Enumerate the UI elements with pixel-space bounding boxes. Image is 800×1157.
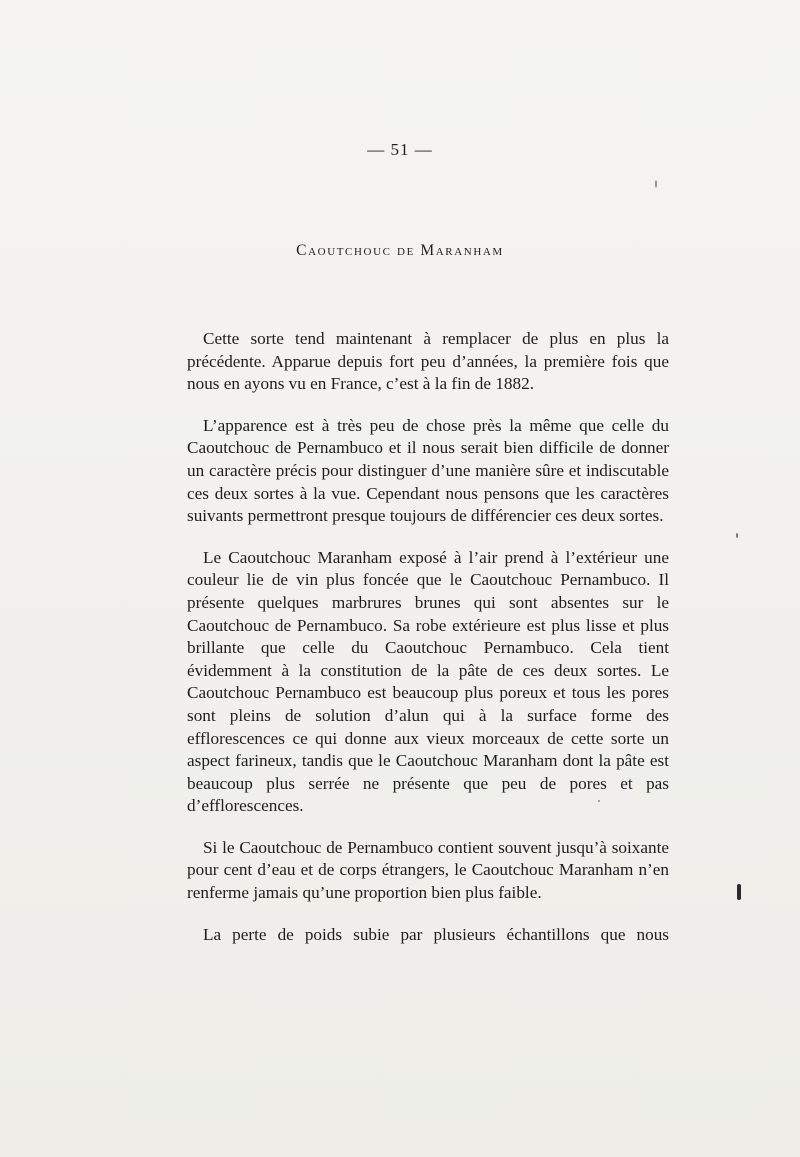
- ink-speck: [655, 180, 657, 188]
- paragraph: Le Caoutchouc Maranham exposé à l’air prend à l’extérieur une couleur lie de vin plus foncée que le Caoutchouc Pernambuco. Il présente quelques marbrures brunes qui sont absentes sur le Caoutchouc de Pernambuco. Sa robe extérieure est plus lisse et plus brillante que celle du Caoutchouc Pernambuco. Cela tient évidemment à la constitution de la pâte de ces deux sortes. Le Caoutchouc Pernambuco est beaucoup plus poreux et tous les pores sont pleins de solution d’alun qui à la surface forme des efflorescences ce qui donne aux vieux morceaux de cette sorte un aspect farineux, tandis que le Caoutchouc Maranham dont la pâte est beaucoup plus serrée ne présente que peu de pores et pas d’efflorescences.: [187, 547, 669, 816]
- paragraph: L’apparence est à très peu de chose près la même que celle du Caoutchouc de Pernambuco et il nous serait bien difficile de donner un caractère précis pour distinguer d’une manière sûre et indiscutable ces deux sortes à la vue. Cependant nous pensons que les caractères suivants permettront presque toujours de différencier ces deux sortes.: [187, 415, 669, 526]
- paragraph: La perte de poids subie par plusieurs échantillons que nous: [203, 924, 669, 944]
- page-number: — 51 —: [367, 140, 433, 159]
- paragraph: Si le Caoutchouc de Pernambuco contient souvent jusqu’à soixante pour cent d’eau et de corps étrangers, le Caoutchouc Maranham n’en renferme jamais qu’une proportion bien plus faible.: [187, 837, 669, 903]
- ink-speck: [736, 533, 738, 538]
- body-text: [187, 328, 669, 965]
- ink-speck: [598, 800, 600, 802]
- ink-speck: [737, 884, 741, 900]
- paragraph: Cette sorte tend maintenant à remplacer de plus en plus la précédente. Apparue depuis fort peu d’années, la première fois que nous en ayons vu en France, c’est à la fin de 1882.: [187, 329, 669, 394]
- section-title: Caoutchouc de Maranham: [296, 242, 504, 259]
